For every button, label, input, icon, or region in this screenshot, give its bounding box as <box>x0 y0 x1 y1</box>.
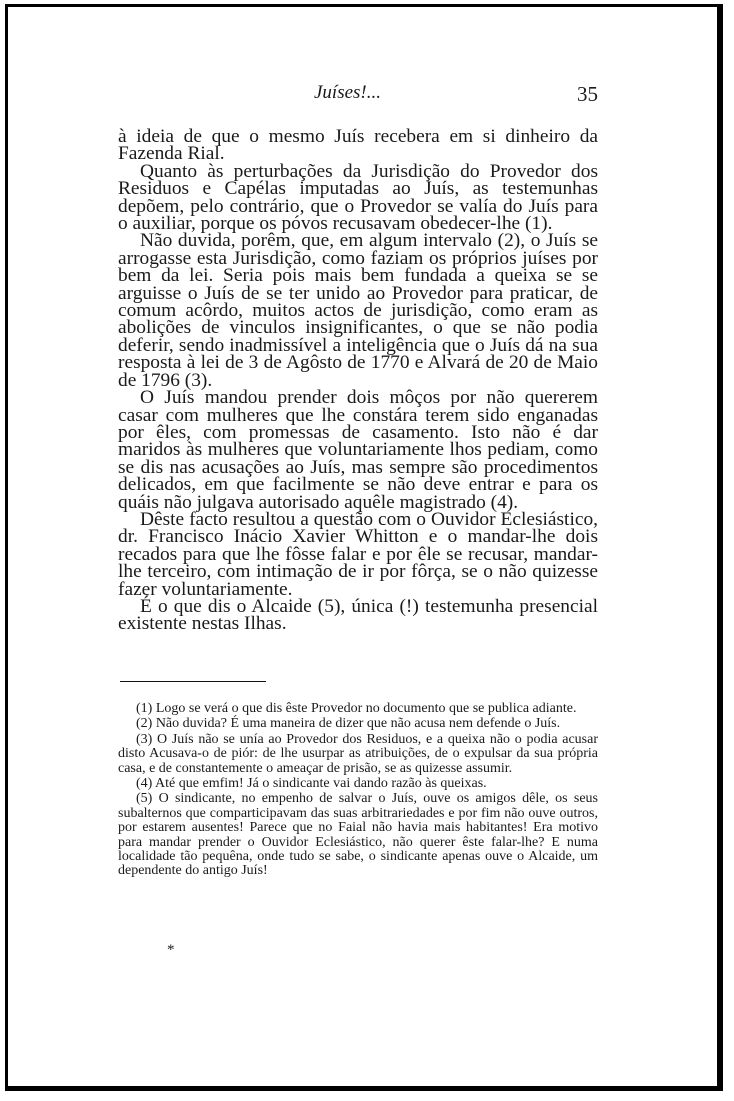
footnote-3: (3) O Juís não se unía ao Provedor dos Residuos, e a queixa não o podia acusar disto Acusava-o de piór: de lhe usurpar as atribuições, de o expulsar da sua própria casa, e de constantemente o ameaçar de prisão, se as quizesse assumir. <box>118 731 598 776</box>
paragraph-6: É o que dis o Alcaide (5), única (!) testemunha presencial existente nestas Ilhas. <box>118 595 598 635</box>
running-title: Juíses!... <box>314 82 382 103</box>
paragraph-3: Não duvida, porêm, que, em algum intervalo (2), o Juís se arrogasse esta Jurisdição, como faziam os próprios juíses por bem da lei. Seria pois mais bem fundada a queixa se se arguisse o Juís de se ter unido ao Provedor para praticar, de comum acôrdo, muitos actos de jurisdição, como eram as abolições de vinculos insignificantes, o que se não podia deferir, sendo inadmissível a inteligência que o Juís dá na sua resposta à lei de 3 de Agôsto de 1770 e Alvará de 20 de Maio de 1796 (3). <box>118 230 598 391</box>
footnote-5: (5) O sindicante, no empenho de salvar o Juís, ouve os amigos dêle, os seus subalternos que comparticipavam das suas arbitrariedades e por fim não ouve outros, por estarem ausentes! Parece que no Faial não havia mais habitantes! Era motivo para mandar prender o Ouvidor Eclesiástico, não querer êste falar-lhe? E numa localidade tão pequêna, onde tudo se sabe, o sindicante apenas ouve o Alcaide, um dependente do antigo Juís! <box>118 791 598 879</box>
footnote-4: (4) Até que emfim! Já o sindicante vai dando razão às queixas. <box>136 776 487 792</box>
paragraph-5: Dêste facto resultou a questão com o Ouvidor Eclesiástico, dr. Francisco Inácio Xavier Whitton e o mandar-lhe dois recados para que lhe fôsse falar e por êle se recusar, mandar-lhe terceiro, com intimação de ir por fôrça, se o não quizesse fazer voluntariamente. <box>118 508 598 600</box>
page-number: 35 <box>577 82 598 106</box>
paragraph-1: à ideia de que o mesmo Juís recebera em si dinheiro da Fazenda Rial. <box>118 126 598 165</box>
paragraph-2: Quanto às perturbações da Jurisdição do Provedor dos Residuos e Capélas imputadas ao Juís, as testemunhas depõem, pelo contrário, que o Provedor se valía do Juís para o auxiliar, porque os póvos recusavam obedecer-lhe (1). <box>118 160 598 235</box>
paragraph-4: O Juís mandou prender dois môços por não quererem casar com mulheres que lhe constára terem sido enganadas por êles, com promessas de casamento. Isto não é dar maridos às mulheres que voluntariamente lhos pediam, como se dis nas acusações ao Juís, mas sempre são procedimentos delicados, em que facilmente se não deve entrar e para os quáis não julgava autorisado aquêle magistrado (4). <box>118 387 598 513</box>
footnotes <box>118 702 598 880</box>
footnote-separator-rule <box>120 681 266 682</box>
page-header <box>118 82 598 112</box>
body-text <box>118 128 598 633</box>
signature-asterisk: * <box>167 942 175 958</box>
footnote-2: (2) Não duvida? É uma maneira de dizer que não acusa nem defende o Juís. <box>136 716 561 732</box>
footnote-1: (1) Logo se verá o que dis êste Provedor no documento que se publica adiante. <box>136 701 577 716</box>
